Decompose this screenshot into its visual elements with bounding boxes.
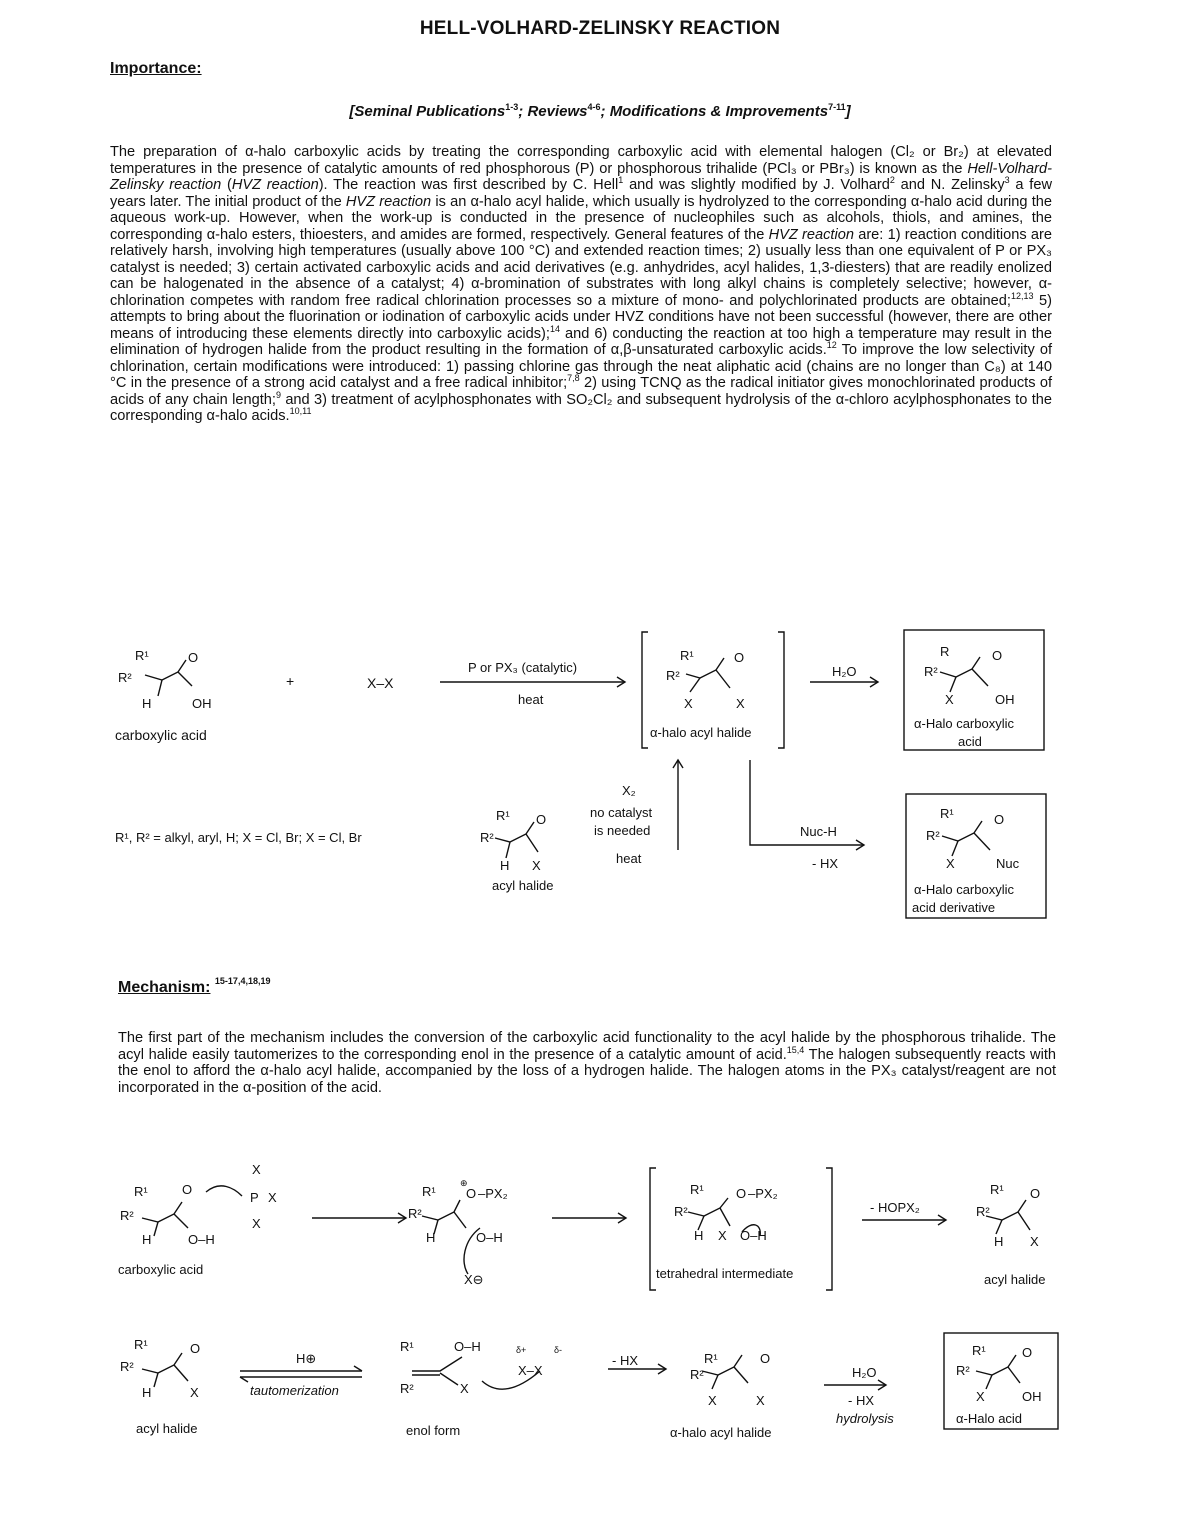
atom-label: Nuc xyxy=(996,856,1020,871)
minus-hopx2: - HOPX₂ xyxy=(870,1200,920,1215)
minus-hx: - HX xyxy=(612,1353,638,1368)
links-separator: ; xyxy=(600,103,610,120)
carboxylic-acid-label: carboxylic acid xyxy=(118,1262,204,1277)
partial-charge: δ+ xyxy=(516,1345,527,1355)
link-modifications[interactable]: Modifications & Improvements xyxy=(609,103,829,120)
atom-label: H xyxy=(994,1234,1004,1249)
atom-label: X xyxy=(252,1216,261,1231)
atom-label: R² xyxy=(408,1206,422,1221)
atom-label: R² xyxy=(690,1367,704,1382)
atom-label: O xyxy=(536,812,547,827)
atom-label: R² xyxy=(666,668,680,683)
atom-label: X xyxy=(268,1190,277,1205)
links-close-bracket: ] xyxy=(845,103,851,120)
atom-label: O xyxy=(190,1341,201,1356)
atom-label: R¹ xyxy=(422,1184,436,1199)
atom-label: R² xyxy=(976,1204,990,1219)
text-run: and 6) conducting the reaction at too high a temperature may result in the elimination of hydrogen halide from the product resulting in the formation of α,β-unsaturated carboxylic acids. xyxy=(110,325,1053,358)
atom-label: R¹ xyxy=(496,808,510,823)
minus-hx: - HX xyxy=(848,1393,874,1408)
halogen-reagent: X–X xyxy=(518,1363,543,1378)
mechanism-paragraph xyxy=(118,1030,1056,1096)
reference-links xyxy=(0,102,1200,120)
partial-charge: δ- xyxy=(554,1345,563,1355)
atom-label: X xyxy=(946,856,955,871)
atom-label: –PX₂ xyxy=(748,1186,778,1201)
water-reagent: H₂O xyxy=(852,1365,877,1380)
seminal-refs: 1-3 xyxy=(505,102,519,112)
halogen-x2: X₂ xyxy=(622,783,636,798)
italic-term: HVZ reaction xyxy=(231,177,319,193)
atom-label: R² xyxy=(926,828,940,843)
atom-label: O xyxy=(734,650,745,665)
atom-label: R² xyxy=(480,830,494,845)
water-reagent: H₂O xyxy=(832,664,857,679)
reference-superscript: 3 xyxy=(1004,175,1010,186)
atom-label: H xyxy=(694,1228,704,1243)
minus-hx: - HX xyxy=(812,856,838,871)
text-run: ( xyxy=(221,177,232,193)
atom-label: X xyxy=(976,1389,985,1404)
atom-label: H xyxy=(142,696,152,711)
acyl-halide-label: acyl halide xyxy=(984,1272,1046,1287)
atom-label: O–H xyxy=(188,1232,215,1247)
atom-label: R¹ xyxy=(134,1184,148,1199)
text-run: a few years later. The initial product of the xyxy=(110,177,1052,210)
page-title: HELL-VOLHARD-ZELINSKY REACTION xyxy=(419,18,781,39)
atom-label: H xyxy=(142,1232,152,1247)
atom-label: OH xyxy=(1022,1389,1042,1404)
atom-label: R¹ xyxy=(972,1343,986,1358)
reference-superscript: 2 xyxy=(889,175,895,186)
atom-label: X xyxy=(532,858,541,873)
reference-superscript: 7,8 xyxy=(567,373,580,384)
text-run: The halogen subsequently reacts with the enol to afford the α-halo acyl halide, accompanied by the loss of a hydrogen halide. The halogen atoms in the PX₃ catalyst/reagent are not incorporated in the α-position of the acid. xyxy=(118,1046,1056,1096)
acyl-halide-label: acyl halide xyxy=(492,878,554,893)
hydrolysis-label: hydrolysis xyxy=(836,1411,894,1426)
italic-term: HVZ reaction xyxy=(345,193,432,210)
text-run: To improve the low selectivity of chlorination, certain modifications were introduced: 1) passing chlorine gas through the neat aliphatic acid (chains are no longer than C₈) at 140 °C in the presence of a strong acid catalyst and a free radical inhibitor; xyxy=(110,342,1052,391)
atom-label: X xyxy=(945,692,954,707)
atom-label: X xyxy=(684,696,693,711)
links-open-bracket: [ xyxy=(349,103,355,120)
text-run: 5) attempts to bring about the fluorination or iodination of carboxylic acids under HVZ conditions have not been successful (however, there are other means of introducing these elements directly into carboxylic acids); xyxy=(110,292,1052,342)
atom-label: R² xyxy=(120,1359,134,1374)
reviews-refs: 4-6 xyxy=(587,102,601,112)
reaction-scheme-overview xyxy=(100,620,1100,930)
atom-label: OH xyxy=(995,692,1015,707)
text-run: 2) using TCNQ as the radical initiator gives monochlorinated products of acids of any chain length; xyxy=(110,375,1052,408)
atom-label: X xyxy=(252,1162,261,1177)
charge-label: ⊕ xyxy=(460,1178,468,1188)
alpha-halo-acyl-halide-label: α-halo acyl halide xyxy=(650,725,752,740)
atom-label: X xyxy=(460,1381,469,1396)
product-alpha-halo-acid-label: acid xyxy=(958,734,982,749)
acyl-halide-label: acyl halide xyxy=(136,1421,198,1436)
reference-superscript: 9 xyxy=(275,389,281,400)
atom-label: X xyxy=(736,696,745,711)
reference-superscript: 12 xyxy=(826,340,837,351)
atom-label: X xyxy=(1030,1234,1039,1249)
carboxylic-acid-label: carboxylic acid xyxy=(115,727,207,743)
atom-label: O xyxy=(188,650,199,665)
halogen-reagent: X–X xyxy=(367,675,394,691)
text-run: ). The reaction was first described by C. Hell xyxy=(318,177,619,193)
enol-form-label: enol form xyxy=(406,1423,461,1438)
condition-catalyst: P or PX₃ (catalytic) xyxy=(468,660,578,675)
no-catalyst-note: no catalyst xyxy=(590,805,653,820)
atom-label: O xyxy=(760,1351,771,1366)
atom-label: H xyxy=(426,1230,436,1245)
atom-label: O xyxy=(466,1186,477,1201)
importance-heading: Importance: xyxy=(110,60,202,77)
mechanism-scheme-acyl-halide xyxy=(110,1158,1070,1298)
atom-label: O xyxy=(994,812,1005,827)
atom-label: X xyxy=(190,1385,199,1400)
text-run: The first part of the mechanism includes the conversion of the carboxylic acid functionality to the acyl halide by the phosphorous trihalide. The acyl halide easily tautomerizes to the corresponding enol in the presence of a catalytic amount of acid. xyxy=(118,1030,1056,1063)
mechanism-heading: Mechanism: xyxy=(118,979,211,996)
mechanism-refs: 15-17,4,18,19 xyxy=(214,976,271,986)
atom-label: R² xyxy=(118,670,132,685)
atom-label: O xyxy=(992,648,1003,663)
alpha-halo-acid-label: α-Halo acid xyxy=(956,1411,1023,1426)
atom-label: R¹ xyxy=(680,648,694,663)
reference-superscript: 12,13 xyxy=(1010,290,1034,301)
importance-paragraph xyxy=(110,144,1052,425)
condition-heat: heat xyxy=(616,851,642,866)
atom-label: R¹ xyxy=(704,1351,718,1366)
product-alpha-halo-acid-label: α-Halo carboxylic xyxy=(914,716,1014,731)
atom-label: O xyxy=(1022,1345,1033,1360)
atom-label: R xyxy=(940,644,950,659)
reference-superscript: 10,11 xyxy=(289,406,312,417)
atom-label: O xyxy=(736,1186,747,1201)
atom-label: R¹ xyxy=(990,1182,1004,1197)
nucleophile-reagent: Nuc-H xyxy=(800,824,837,839)
atom-label: R¹ xyxy=(400,1339,414,1354)
link-reviews[interactable]: Reviews xyxy=(527,103,588,120)
atom-label: H xyxy=(500,858,510,873)
substituent-definition: R¹, R² = alkyl, aryl, H; X = Cl, Br; X = Cl, Br xyxy=(115,830,362,845)
tautomerization-label: tautomerization xyxy=(250,1383,339,1398)
text-run: is an α-halo acyl halide, which usually is hydrolyzed to the corresponding α-halo acid during the aqueous work-up. However, when the work-up is conducted in the presence of nucleophiles such as alcohols, thiols, and amines, the corresponding α-halo esters, thioesters, and amides are formed, respectively. General features of the xyxy=(110,193,1052,243)
atom-label: OH xyxy=(192,696,212,711)
no-catalyst-note: is needed xyxy=(594,823,651,838)
atom-label: R² xyxy=(924,664,938,679)
reference-superscript: 1 xyxy=(618,175,624,186)
atom-label: H xyxy=(142,1385,152,1400)
reference-superscript: 14 xyxy=(549,323,560,334)
mechanism-heading-block xyxy=(118,976,270,997)
atom-label: X xyxy=(756,1393,765,1408)
links-separator: ; xyxy=(518,103,528,120)
atom-label: R² xyxy=(400,1381,414,1396)
plus-sign: + xyxy=(286,673,295,689)
atom-label: R¹ xyxy=(690,1182,704,1197)
atom-label: O–H xyxy=(476,1230,503,1245)
reference-superscript: 15,4 xyxy=(786,1044,805,1055)
italic-term: HVZ reaction xyxy=(768,226,854,243)
atom-label: X xyxy=(708,1393,717,1408)
text-run: and N. Zelinsky xyxy=(894,177,1005,193)
acid-catalyst: H⊕ xyxy=(296,1351,317,1366)
text-run: and 3) treatment of acylphosphonates with SO₂Cl₂ and subsequent hydrolysis of the α-chloro acylphosphonates to the corresponding α-halo acids. xyxy=(110,391,1052,424)
atom-label: X xyxy=(718,1228,727,1243)
text-run: and was slightly modified by J. Volhard xyxy=(623,177,890,193)
tetrahedral-intermediate-label: tetrahedral intermediate xyxy=(656,1266,794,1281)
text-run: The preparation of α-halo carboxylic acids by treating the corresponding carboxylic acid with elemental halogen (Cl₂ or Br₂) at elevated temperatures in the presence of catalytic amounts of red phosphorous (P) or phosphorous trihalide (PCl₃ or PBr₃) is known as the xyxy=(110,144,1052,177)
atom-label: R² xyxy=(956,1363,970,1378)
mechanism-scheme-halogenation xyxy=(110,1325,1070,1455)
atom-label: P xyxy=(250,1190,259,1205)
atom-label: R² xyxy=(120,1208,134,1223)
alpha-halo-acyl-halide-label: α-halo acyl halide xyxy=(670,1425,772,1440)
atom-label: –PX₂ xyxy=(478,1186,508,1201)
product-derivative-label: acid derivative xyxy=(912,900,996,915)
atom-label: O–H xyxy=(740,1228,767,1243)
link-seminal-publications[interactable]: Seminal Publications xyxy=(354,103,506,120)
atom-label: O–H xyxy=(454,1339,481,1354)
product-derivative-label: α-Halo carboxylic xyxy=(914,882,1014,897)
mods-refs: 7-11 xyxy=(828,102,846,112)
atom-label: O xyxy=(182,1182,193,1197)
text-run: are: 1) reaction conditions are relatively harsh, involving high temperatures (usually above 100 °C) and extended reaction times; 2) usually less than one equivalent of P or PX₃ catalyst is needed; 3) certain activated carboxylic acids and acid derivatives (e.g. anhydrides, acyl halides, 1,3-diesters) that are readily enolized can be halogenated in the absence of a catalyst; 4) α-bromination of substrates with long alkyl chains is completely selective; however, α-chlorination competes with random free radical chlorination processes so a mixture of mono- and polychlorinated products are obtained; xyxy=(110,226,1052,309)
atom-label: O xyxy=(1030,1186,1041,1201)
halide-anion: X⊖ xyxy=(464,1272,484,1287)
condition-heat: heat xyxy=(518,692,544,707)
atom-label: R² xyxy=(674,1204,688,1219)
atom-label: R¹ xyxy=(940,806,954,821)
atom-label: R¹ xyxy=(135,648,149,663)
italic-term: Hell-Volhard-Zelinsky reaction xyxy=(110,160,1052,193)
atom-label: R¹ xyxy=(134,1337,148,1352)
